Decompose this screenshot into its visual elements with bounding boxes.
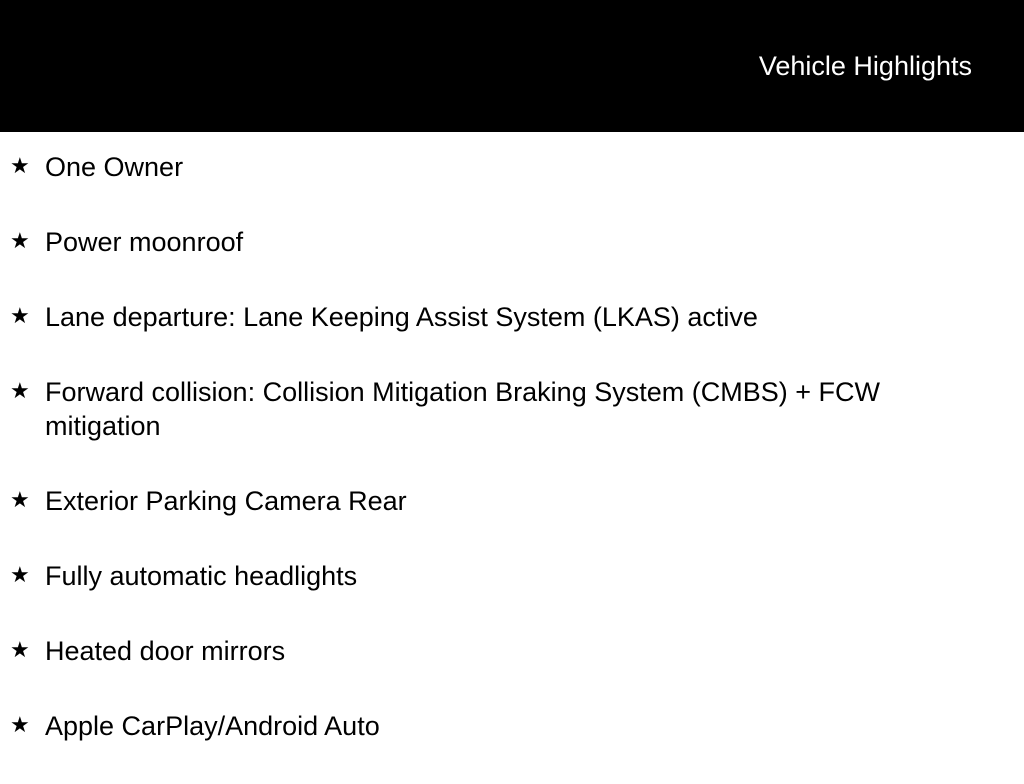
star-icon: ★ <box>10 154 30 179</box>
list-item <box>0 300 1024 334</box>
list-item <box>0 634 1024 668</box>
star-icon: ★ <box>10 563 30 588</box>
highlight-text: Forward collision: Collision Mitigation Braking System (CMBS) + FCW mitigation <box>45 377 880 441</box>
star-icon: ★ <box>10 488 30 513</box>
star-icon: ★ <box>10 713 30 738</box>
highlight-text: Heated door mirrors <box>45 636 286 666</box>
list-item <box>0 225 1024 259</box>
header-bar <box>0 0 1024 132</box>
list-item <box>0 150 1024 184</box>
highlight-text: Fully automatic headlights <box>45 561 358 591</box>
star-icon: ★ <box>10 229 30 254</box>
highlight-text: One Owner <box>45 152 184 182</box>
page-title: Vehicle Highlights <box>758 51 972 81</box>
highlight-text: Lane departure: Lane Keeping Assist System (LKAS) active <box>45 302 758 332</box>
star-icon: ★ <box>10 379 30 404</box>
highlight-text: Exterior Parking Camera Rear <box>45 486 407 516</box>
list-item <box>0 559 1024 593</box>
list-item <box>0 375 1024 443</box>
highlight-text: Power moonroof <box>45 227 244 257</box>
highlight-text: Apple CarPlay/Android Auto <box>45 711 380 741</box>
star-icon: ★ <box>10 638 30 663</box>
list-item <box>0 709 1024 743</box>
list-item <box>0 484 1024 518</box>
star-icon: ★ <box>10 304 30 329</box>
highlights-list <box>0 150 1024 784</box>
